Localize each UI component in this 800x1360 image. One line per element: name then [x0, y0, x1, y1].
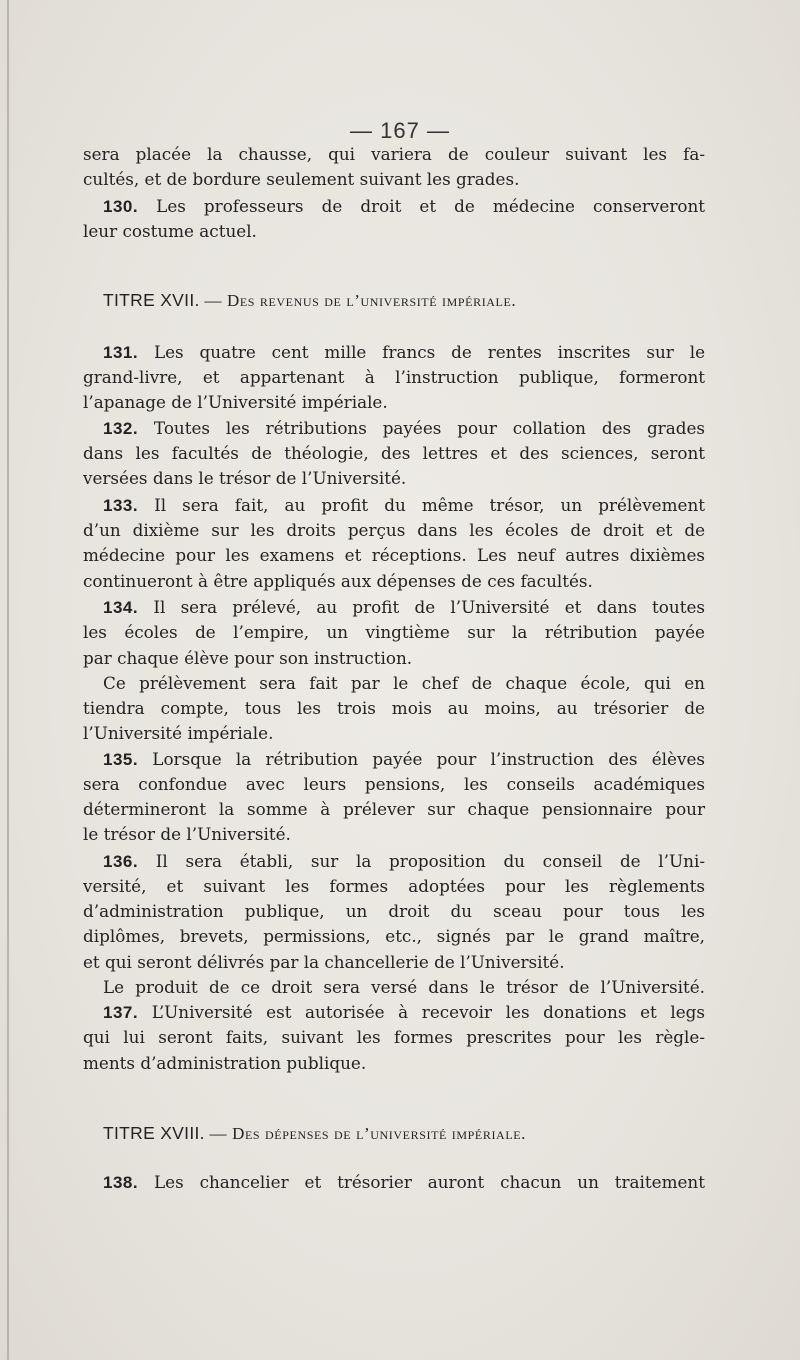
text-line: leur costume actuel. [83, 221, 257, 241]
article-number: 137. [103, 1003, 139, 1022]
article-number: 134. [103, 598, 139, 617]
article-number: 135. [103, 750, 139, 769]
article-number: 130. [103, 197, 139, 216]
article-number: 138. [103, 1173, 139, 1192]
title-label: TITRE XVII. [103, 290, 200, 310]
article-131: 131. Les quatre cent mille francs de rentes inscrites sur le [103, 342, 705, 362]
text-line: qui lui seront faits, suivant les formes prescrites pour les règle- [83, 1027, 705, 1047]
text-line: dans les facultés de théologie, des lettres et des sciences, seront [83, 443, 705, 463]
text-line: le trésor de l’Université. [83, 824, 291, 844]
text-line: continueront à être appliqués aux dépenses de ces facultés. [83, 571, 593, 591]
article-133: 133. Il sera fait, au profit du même trésor, un prélèvement [103, 495, 705, 515]
text-line: tiendra compte, tous les trois mois au moins, au trésorier de [83, 698, 705, 718]
title-label: TITRE XVIII. [103, 1123, 205, 1143]
article-number: 133. [103, 496, 139, 515]
text-line: et qui seront délivrés par la chancellerie de l’Université. [83, 952, 565, 972]
text-line: médecine pour les examens et réceptions. Les neuf autres dixièmes [83, 545, 705, 565]
article-number: 132. [103, 419, 139, 438]
article-130: 130. Les professeurs de droit et de médecine conserveront [103, 196, 705, 216]
text-line: versité, et suivant les formes adoptées pour les règlements [83, 876, 705, 896]
article-132: 132. Toutes les rétributions payées pour collation des grades [103, 418, 705, 438]
text-line: l’Université impériale. [83, 723, 274, 743]
text-line: versées dans le trésor de l’Université. [83, 468, 407, 488]
article-number: 136. [103, 852, 139, 871]
title-heading: — Des dépenses de l’université impériale. [204, 1124, 527, 1143]
text-line: sera confondue avec leurs pensions, les conseils académiques [83, 774, 705, 794]
article-134: 134. Il sera prélevé, au profit de l’Université et dans toutes [103, 597, 705, 617]
text-line: les écoles de l’empire, un vingtième sur la rétribution payée [83, 622, 705, 642]
text-line: Ce prélèvement sera fait par le chef de chaque école, qui en [103, 673, 705, 693]
title-heading: — Des revenus de l’université impériale. [199, 291, 517, 310]
text-line: Le produit de ce droit sera versé dans le trésor de l’Université. [103, 977, 705, 997]
title-xviii [103, 1123, 725, 1144]
article-138: 138. Les chancelier et trésorier auront chacun un traitement [103, 1172, 705, 1192]
text-line: l’apanage de l’Université impériale. [83, 392, 388, 412]
text-line: sera placée la chausse, qui variera de couleur suivant les fa- [83, 144, 705, 164]
text-line: grand-livre, et appartenant à l’instruction publique, formeront [83, 367, 705, 387]
text-line: diplômes, brevets, permissions, etc., signés par le grand maître, [83, 926, 705, 946]
article-number: 131. [103, 343, 139, 362]
article-136: 136. Il sera établi, sur la proposition du conseil de l’Uni- [103, 851, 705, 871]
text-line: par chaque élève pour son instruction. [83, 648, 413, 668]
text-line: cultés, et de bordure seulement suivant les grades. [83, 169, 520, 189]
title-xvii [103, 290, 725, 311]
text-line: d’administration publique, un droit du sceau pour tous les [83, 901, 705, 921]
page-number: — 167 — [350, 118, 450, 143]
text-line: ments d’administration publique. [83, 1053, 367, 1073]
article-137: 137. L’Université est autorisée à recevoir les donations et legs [103, 1002, 705, 1022]
article-135: 135. Lorsque la rétribution payée pour l’instruction des élèves [103, 749, 705, 769]
text-line: d’un dixième sur les droits perçus dans les écoles de droit et de [83, 520, 705, 540]
text-line: détermineront la somme à prélever sur chaque pensionnaire pour [83, 799, 705, 819]
page-edge-line [7, 0, 9, 1360]
